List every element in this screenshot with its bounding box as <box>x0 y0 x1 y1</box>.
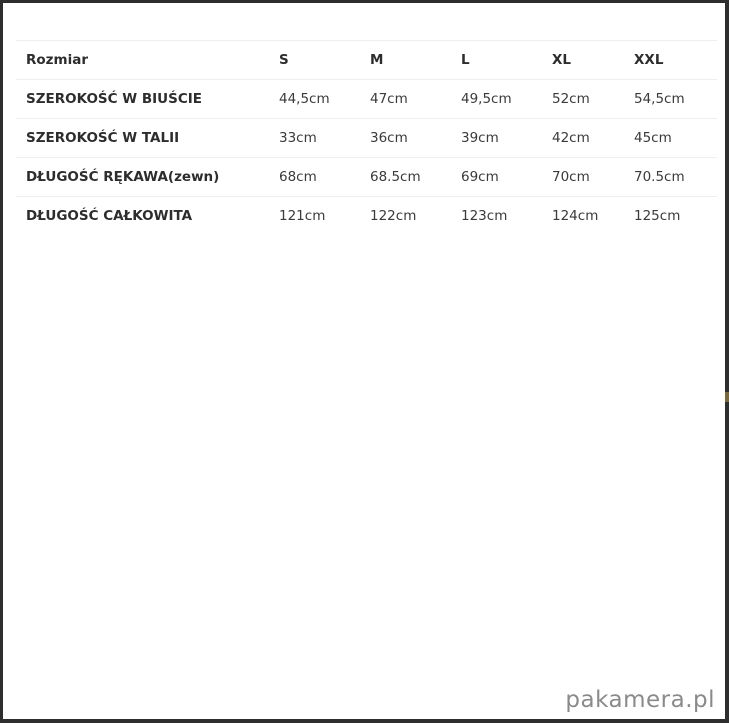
table-row <box>16 119 717 158</box>
cell-value: 68cm <box>269 158 360 197</box>
cell-value: 70.5cm <box>624 158 717 197</box>
row-label-bust: SZEROKOŚĆ W BIUŚCIE <box>16 80 269 119</box>
row-label-sleeve-length: DŁUGOŚĆ RĘKAWA(zewn) <box>16 158 269 197</box>
cell-value: 45cm <box>624 119 717 158</box>
size-chart-table <box>16 40 717 235</box>
cell-value: 49,5cm <box>451 80 542 119</box>
cell-value: 70cm <box>542 158 624 197</box>
cell-value: 36cm <box>360 119 451 158</box>
watermark-logo: pakamera.pl <box>565 687 715 713</box>
cell-value: 54,5cm <box>624 80 717 119</box>
header-row <box>16 41 717 80</box>
cell-value: 125cm <box>624 197 717 236</box>
column-header-s: S <box>269 41 360 80</box>
cell-value: 124cm <box>542 197 624 236</box>
row-label-waist: SZEROKOŚĆ W TALII <box>16 119 269 158</box>
column-header-m: M <box>360 41 451 80</box>
cell-value: 123cm <box>451 197 542 236</box>
cell-value: 44,5cm <box>269 80 360 119</box>
table-row <box>16 197 717 236</box>
column-header-size: Rozmiar <box>16 41 269 80</box>
cell-value: 42cm <box>542 119 624 158</box>
background-edge-mark <box>725 392 729 402</box>
table-row <box>16 80 717 119</box>
row-label-total-length: DŁUGOŚĆ CAŁKOWITA <box>16 197 269 236</box>
cell-value: 121cm <box>269 197 360 236</box>
cell-value: 69cm <box>451 158 542 197</box>
cell-value: 122cm <box>360 197 451 236</box>
column-header-xl: XL <box>542 41 624 80</box>
cell-value: 47cm <box>360 80 451 119</box>
cell-value: 39cm <box>451 119 542 158</box>
cell-value: 68.5cm <box>360 158 451 197</box>
cell-value: 52cm <box>542 80 624 119</box>
cell-value: 33cm <box>269 119 360 158</box>
column-header-xxl: XXL <box>624 41 717 80</box>
column-header-l: L <box>451 41 542 80</box>
table-row <box>16 158 717 197</box>
